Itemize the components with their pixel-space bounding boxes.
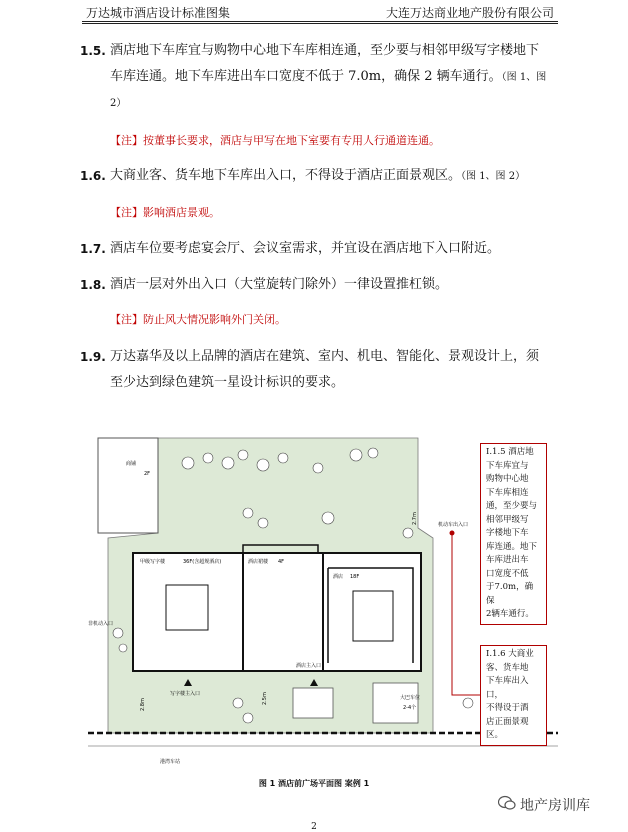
office-floors-label: 36F(含超规酒店) xyxy=(183,559,222,565)
shop-label: 商铺 xyxy=(126,461,137,467)
figure-reference: （图 1、图 xyxy=(501,72,547,83)
item-text-line: 大商业客、货车地下车库出入口，不得设于酒店正面景观区。 xyxy=(110,168,462,183)
dimension-label: 2.7m xyxy=(412,512,418,525)
note-1-6: 【注】影响酒店景观。 xyxy=(110,206,220,219)
note-1-5: 【注】按董事长要求，酒店与甲写在地下室要有专用人行通道连通。 xyxy=(110,134,440,147)
figure-reference: （图 1、图 2） xyxy=(461,171,526,182)
podium-floor-label: 4F xyxy=(278,559,285,565)
office-core xyxy=(166,585,208,630)
page-number: 2 xyxy=(311,822,317,832)
hotel-label: 酒店 xyxy=(333,574,344,580)
item-text-line: 至少达到绿色建筑一星设计标识的要求。 xyxy=(110,375,345,390)
drop-off-loop xyxy=(293,688,333,718)
ramp-entry-label: 机动车出入口 xyxy=(438,522,469,528)
hotel-floor-label: 18F xyxy=(350,574,360,580)
header-title: 万达城市酒店设计标准图集 xyxy=(86,6,231,20)
shop-block xyxy=(98,438,158,533)
item-text-line: 酒店车位要考虑宴会厅、会议室需求，并宜设在酒店地下入口附近。 xyxy=(110,241,501,256)
item-number: 1.5. xyxy=(80,44,106,58)
bus-stop-label: 港湾车站 xyxy=(160,759,181,765)
dimension-label: 2.8m xyxy=(140,698,146,711)
note-1-8: 【注】防止风大情况影响外门关闭。 xyxy=(110,313,286,326)
header-rule xyxy=(82,21,558,24)
podium-block xyxy=(243,553,323,671)
item-1-7 xyxy=(80,236,560,262)
item-1-5 xyxy=(80,38,560,117)
item-text-line: 万达嘉华及以上品牌的酒店在建筑、室内、机电、智能化、景观设计上，须 xyxy=(110,349,540,364)
item-number: 1.7. xyxy=(80,242,106,256)
item-number: 1.8. xyxy=(80,278,106,292)
item-1-6 xyxy=(80,163,560,190)
item-text-line: 酒店地下车库宜与购物中心地下车库相连通，至少要与相邻甲级写字楼地下 xyxy=(110,43,540,58)
dimension-label: 2.5m xyxy=(262,692,268,705)
item-text-line: 酒店一层对外出入口（大堂旋转门除外）一律设置推杠锁。 xyxy=(110,277,449,292)
callout-1-6: I.1.6 大商业 客、货车地 下车库出入口， 不得设于酒 店正面景观区。 xyxy=(480,645,547,746)
page-header xyxy=(86,4,554,20)
site-plan-figure xyxy=(88,433,558,773)
item-number: 1.9. xyxy=(80,350,106,364)
item-1-9 xyxy=(80,344,560,396)
office-label: 甲级写字楼 xyxy=(140,559,166,565)
bus-parking-label: 大巴车位 xyxy=(400,695,421,701)
header-company: 大连万达商业地产股份有限公司 xyxy=(385,6,554,20)
item-1-8 xyxy=(80,272,560,298)
watermark: 地产房训库 xyxy=(520,798,590,814)
item-number: 1.6. xyxy=(80,169,106,183)
side-entry-label: 非机动入口 xyxy=(88,621,114,627)
bus-parking-area xyxy=(373,683,421,723)
wechat-icon xyxy=(498,795,516,811)
hotel-entry-label: 酒店主入口 xyxy=(296,663,322,669)
figure-caption: 图 1 酒店前广场平面图 案例 1 xyxy=(258,779,370,788)
callout-connector xyxy=(452,533,483,695)
callout-1-5: I.1.5 酒店地 下车库宜与 购物中心地 下车库相连 通，至少要与 相邻甲级写 字楼地下车 库连通。地下 车库进出车 口宽度不低 于7.0m，确保 2辆车通行。 xyxy=(480,443,547,625)
shop-floor-label: 2F xyxy=(144,471,151,477)
item-text-line: 车库连通。地下车库进出车口宽度不低于 7.0m，确保 2 辆车通行。 xyxy=(110,69,502,84)
bus-count-label: 2-4个 xyxy=(403,705,417,711)
office-entry-label: 写字楼主入口 xyxy=(170,691,201,697)
figure-reference: 2） xyxy=(110,98,127,109)
hotel-core xyxy=(353,591,393,641)
podium-label: 酒店裙楼 xyxy=(248,559,269,565)
